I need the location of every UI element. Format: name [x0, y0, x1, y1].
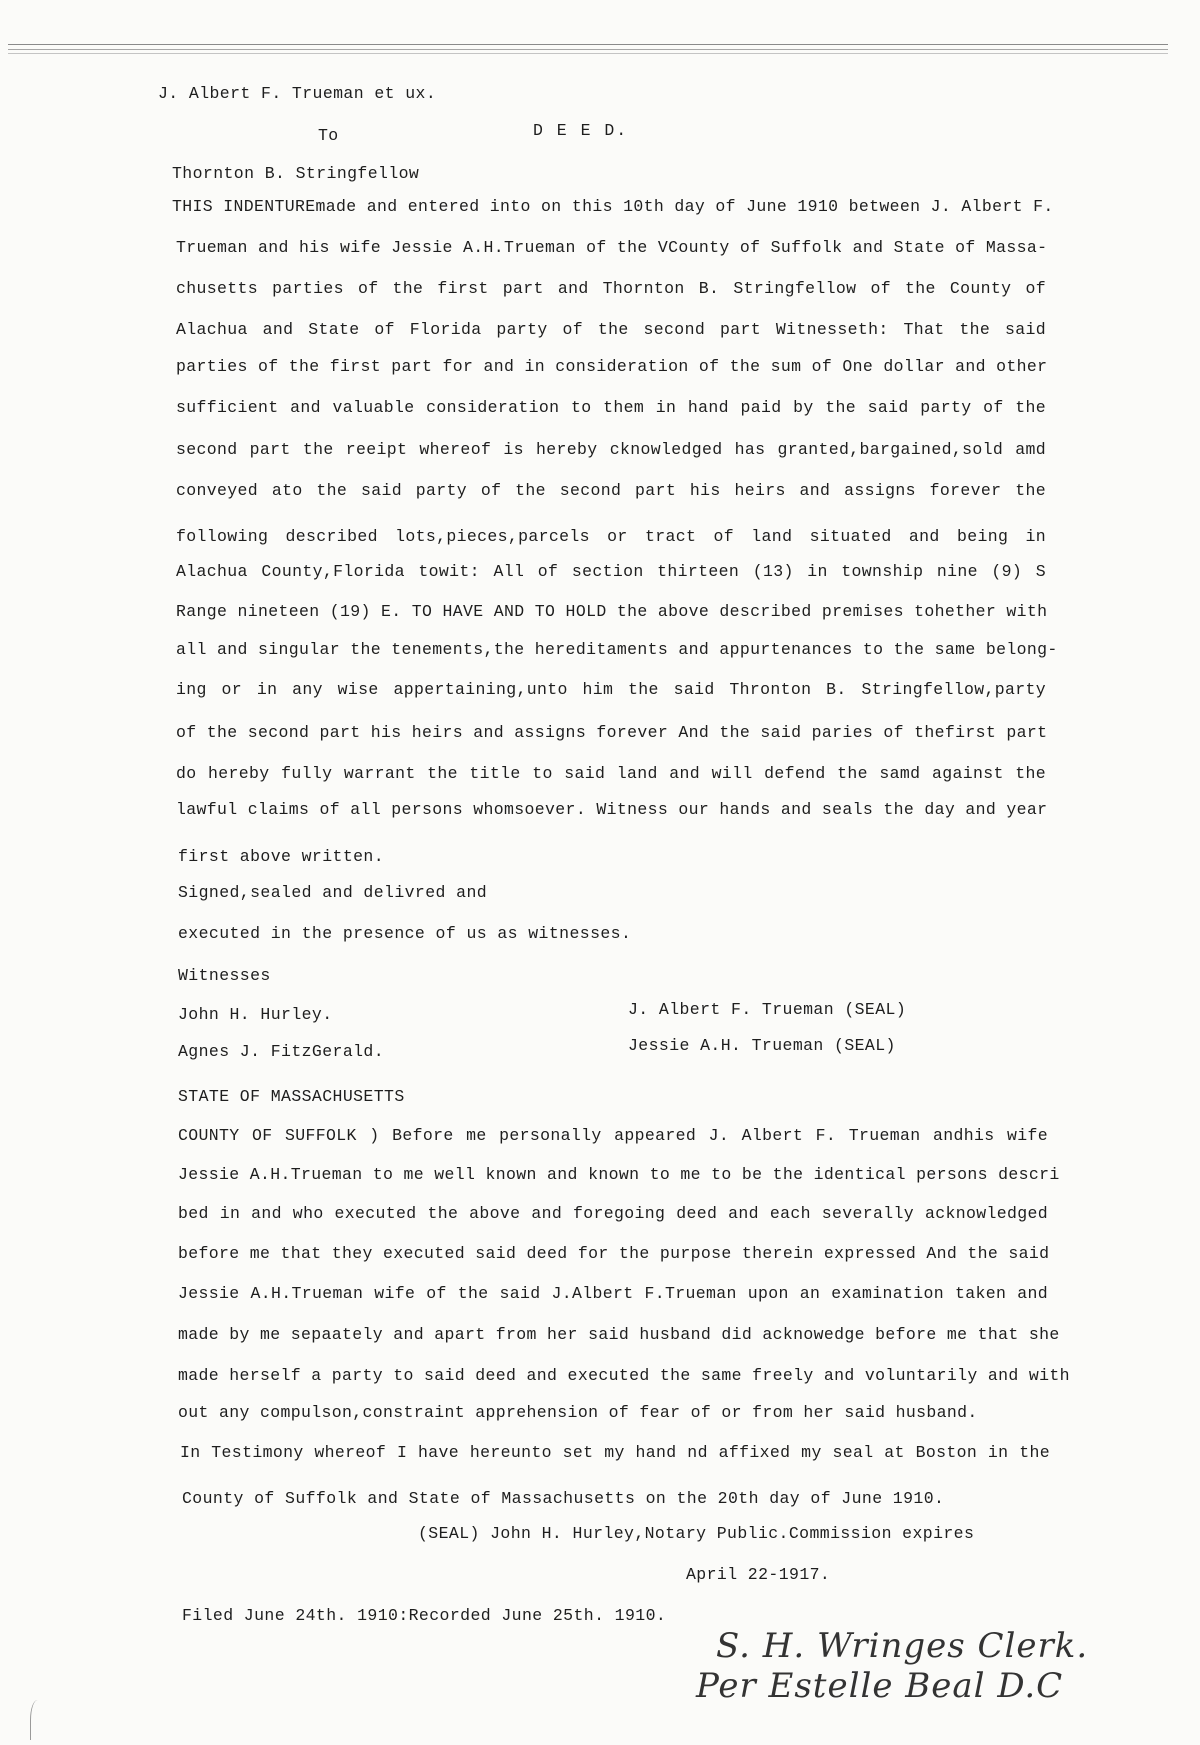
filing-record: Filed June 24th. 1910:Recorded June 25th. 1910. — [182, 1606, 667, 1625]
clerk-signature: S. H. Wringes Clerk. — [716, 1626, 1089, 1666]
top-rule — [8, 53, 1168, 54]
notary-line: (SEAL) John H. Hurley,Notary Public.Commission expires — [418, 1524, 975, 1543]
acknowledgment-line: bed in and who executed the above and foregoing deed and each severally acknowledged — [178, 1204, 1048, 1223]
to-label: To — [318, 126, 339, 145]
indenture-line: chusetts parties of the first part and Thornton B. Stringfellow of the County of — [176, 279, 1046, 298]
clerk-signature: Per Estelle Beal D.C — [696, 1666, 1064, 1706]
indenture-line: all and singular the tenements,the hereditaments and appurtenances to the same belong- — [176, 640, 1058, 659]
signed-sealed-line: Signed,sealed and delivred and — [178, 883, 488, 902]
commission-expires-date: April 22-1917. — [686, 1565, 831, 1584]
witness-name: John H. Hurley. — [178, 1005, 333, 1024]
indenture-line: of the second part his heirs and assigns forever And the said paries of thefirst part — [176, 723, 1048, 742]
grantor-signature: J. Albert F. Trueman (SEAL) — [628, 1000, 907, 1019]
acknowledgment-line: Jessie A.H.Trueman to me well known and known to me to be the identical persons descri — [178, 1165, 1060, 1184]
indenture-line: ing or in any wise appertaining,unto him the said Thronton B. Stringfellow,party — [176, 680, 1046, 699]
indenture-line: do hereby fully warrant the title to said land and will defend the samd against the — [176, 764, 1046, 783]
indenture-line: first above written. — [178, 847, 385, 866]
state-heading: STATE OF MASSACHUSETTS — [178, 1087, 405, 1106]
indenture-line: parties of the first part for and in consideration of the sum of One dollar and other — [176, 357, 1048, 376]
acknowledgment-line: out any compulson,constraint apprehension of fear of or from her said husband. — [178, 1403, 978, 1422]
indenture-line: Trueman and his wife Jessie A.H.Trueman of the VCounty of Suffolk and State of Massa- — [176, 238, 1048, 257]
grantor-name: J. Albert F. Trueman et ux. — [158, 84, 437, 103]
acknowledgment-line: made by me sepaately and apart from her said husband did acknowedge before me that she — [178, 1325, 1060, 1344]
executed-presence-line: executed in the presence of us as witnesses. — [178, 924, 632, 943]
indenture-line: sufficient and valuable consideration to them in hand paid by the said party of the — [176, 398, 1046, 417]
indenture-line: Alachua and State of Florida party of the second part Witnesseth: That the said — [176, 320, 1046, 339]
document-title: D E E D. — [533, 121, 629, 140]
acknowledgment-line: COUNTY OF SUFFOLK ) Before me personally appeared J. Albert F. Trueman andhis wife — [178, 1126, 1048, 1145]
indenture-line: conveyed ato the said party of the second part his heirs and assigns forever the — [176, 481, 1046, 500]
grantor-signature: Jessie A.H. Trueman (SEAL) — [628, 1036, 896, 1055]
page-edge-mark — [30, 1700, 45, 1740]
indenture-line: THIS INDENTUREmade and entered into on this 10th day of June 1910 between J. Albert F. — [172, 197, 1054, 216]
acknowledgment-line: before me that they executed said deed for the purpose therein expressed And the said — [178, 1244, 1050, 1263]
indenture-line: lawful claims of all persons whomsoever. Witness our hands and seals the day and year — [176, 800, 1048, 819]
acknowledgment-line: County of Suffolk and State of Massachusetts on the 20th day of June 1910. — [182, 1489, 945, 1508]
witness-name: Agnes J. FitzGerald. — [178, 1042, 385, 1061]
indenture-line: Alachua County,Florida towit: All of section thirteen (13) in township nine (9) S — [176, 562, 1046, 581]
top-rule — [8, 44, 1168, 45]
top-rule — [8, 49, 1168, 50]
acknowledgment-line: made herself a party to said deed and executed the same freely and voluntarily and with — [178, 1366, 1070, 1385]
witnesses-label: Witnesses — [178, 966, 271, 985]
acknowledgment-line: Jessie A.H.Trueman wife of the said J.Albert F.Trueman upon an examination taken and — [178, 1284, 1048, 1303]
indenture-line: Range nineteen (19) E. TO HAVE AND TO HOLD the above described premises tohether with — [176, 602, 1048, 621]
indenture-line: second part the reeipt whereof is hereby cknowledged has granted,bargained,sold amd — [176, 440, 1046, 459]
grantee-name: Thornton B. Stringfellow — [172, 164, 420, 183]
acknowledgment-line: In Testimony whereof I have hereunto set my hand nd affixed my seal at Boston in the — [180, 1443, 1050, 1462]
indenture-line: following described lots,pieces,parcels or tract of land situated and being in — [176, 527, 1046, 546]
